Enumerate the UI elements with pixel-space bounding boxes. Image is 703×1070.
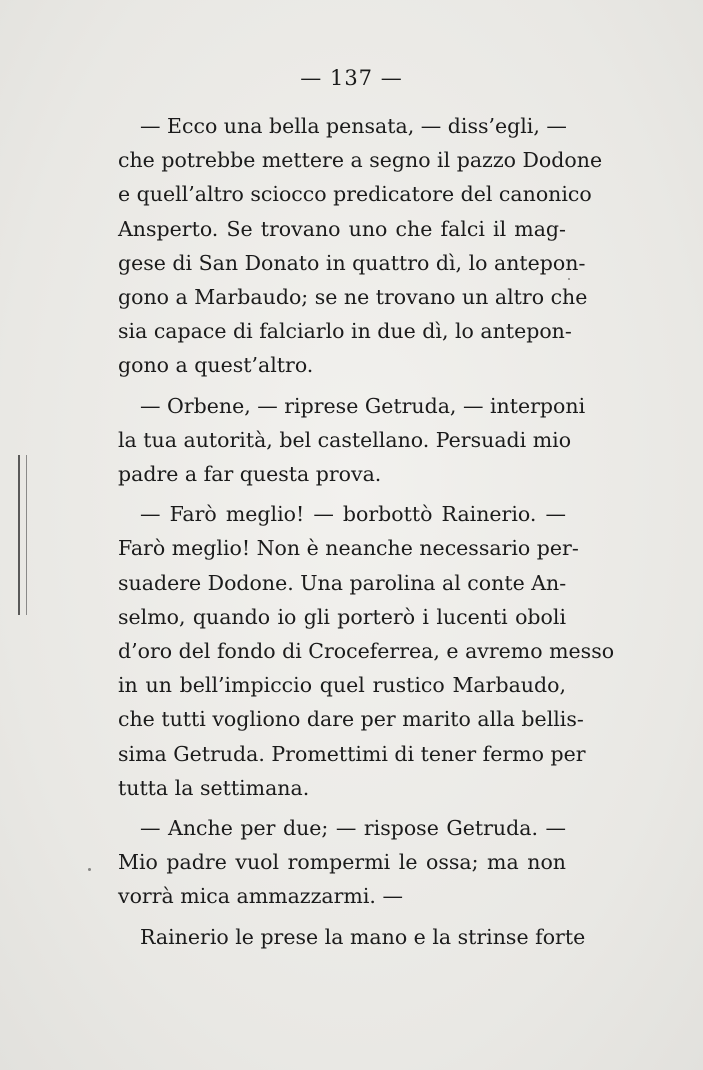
body-text — [118, 109, 615, 960]
text-line: Rainerio le prese la mano e la strinse forte — [140, 924, 586, 949]
text-line: — Ecco una bella pensata, — diss’egli, — — [140, 114, 567, 138]
paragraph — [118, 389, 586, 492]
text-line: — Farò meglio! — borbottò Rainerio. — — [140, 502, 566, 527]
text-line: Mio padre vuol rompermi le ossa; ma non — [118, 850, 566, 875]
text-line: gese di San Donato in quattro dì, lo antepon- — [118, 250, 586, 275]
page-number: — 137 — — [300, 66, 403, 90]
ink-speck — [88, 868, 91, 871]
text-line: selmo, quando io gli porterò i lucenti oboli — [118, 604, 566, 629]
text-line: tutta la settimana. — [118, 775, 310, 800]
paragraph — [118, 920, 586, 954]
text-line: vorrà mica ammazzarmi. — — [118, 884, 403, 909]
text-line: — Orbene, — riprese Getruda, — interponi — [140, 393, 586, 418]
paragraph — [118, 497, 615, 805]
text-line: — Anche per due; — rispose Getruda. — — [140, 816, 566, 841]
text-line: la tua autorità, bel castellano. Persuadi mio — [118, 427, 572, 452]
text-line: Farò meglio! Non è neanche necessario per- — [118, 536, 579, 561]
text-line: Ansperto. Se trovano uno che falci il mag- — [118, 216, 566, 241]
text-line: sia capace di falciarlo in due dì, lo antepon- — [118, 319, 572, 344]
text-line: che potrebbe mettere a segno il pazzo Dodone — [118, 148, 603, 173]
paragraph — [118, 811, 566, 914]
text-line: gono a Marbaudo; se ne trovano un altro che — [118, 285, 588, 310]
text-line: padre a far questa prova. — [118, 462, 382, 487]
text-line: in un bell’impiccio quel rustico Marbaudo, — [118, 673, 566, 698]
ink-speck — [568, 278, 570, 280]
text-line: che tutti vogliono dare per marito alla bellis- — [118, 707, 584, 732]
text-line: sima Getruda. Promettimi di tener fermo per — [118, 741, 586, 766]
text-line: d’oro del fondo di Croceferrea, e avremo messo — [118, 639, 615, 664]
margin-rule — [18, 455, 27, 615]
text-line: e quell’altro sciocco predicatore del canonico — [118, 182, 592, 207]
text-line: gono a quest’altro. — [118, 353, 314, 378]
text-line: suadere Dodone. Una parolina al conte An- — [118, 570, 567, 595]
paragraph — [118, 109, 603, 383]
